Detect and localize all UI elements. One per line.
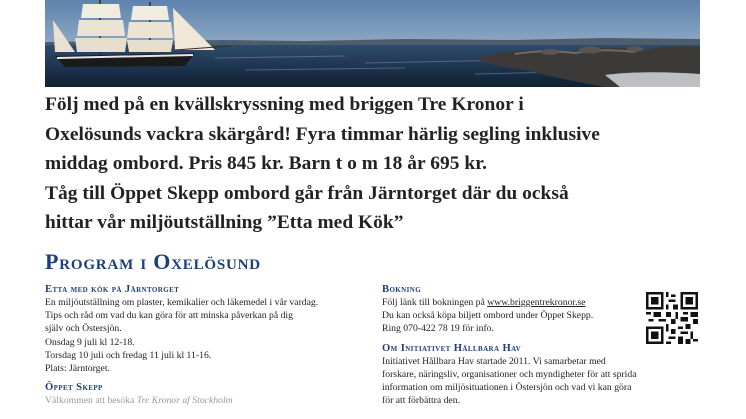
etta-line: själv och Östersjön. — [45, 323, 122, 335]
etta-line: Onsdag 9 juli kl 12-18. — [45, 336, 135, 348]
hero-illustration — [45, 0, 700, 87]
bokning-line-2: Du kan också köpa biljett ombord under Öppet Skepp. — [382, 310, 594, 322]
hero-photo — [45, 0, 700, 87]
om-line: information om miljösituationen i Östersjön och vad vi kan göra — [382, 382, 632, 394]
intro-paragraph — [45, 90, 715, 238]
intro-line: Tåg till Öppet Skepp ombord går från Järntorget där du också — [45, 182, 569, 204]
program-heading: Program i Oxelösund — [45, 249, 261, 274]
oppet-skepp-line — [45, 394, 375, 407]
intro-line: hittar vår miljöutställning ”Etta med Kök” — [45, 212, 404, 234]
intro-line: Följ med på en kvällskryssning med briggen Tre Kronor i — [45, 94, 524, 115]
etta-line: Torsdag 10 juli och fredag 11 juli kl 11-16. — [45, 349, 212, 361]
bokning-heading: Bokning — [382, 284, 422, 295]
ship-name: Tre Kronor af Stockholm — [136, 395, 233, 407]
om-line: för att förbättra den. — [382, 395, 461, 407]
booking-link[interactable]: www.briggentrekronor.se — [487, 297, 586, 308]
bokning-line-3: Ring 070-422 78 19 för info. — [382, 323, 494, 335]
om-initiativet-heading: Om Initiativet Hållbara Hav — [382, 342, 522, 354]
oppet-skepp-heading: Öppet Skepp — [45, 382, 103, 394]
om-line: Initiativet Hållbara Hav startade 2011. Vi samarbetar med — [382, 355, 606, 367]
bokning-line-1-prefix: Följ länk till bokningen på — [382, 297, 485, 308]
etta-line: Plats: Järntorget. — [45, 363, 110, 375]
intro-line: Oxelösunds vackra skärgård! Fyra timmar härlig segling inklusive — [45, 123, 600, 145]
qr-code[interactable] — [646, 292, 698, 344]
etta-line: En miljöutställning om plaster, kemikalier och läkemedel i vår vardag. — [45, 297, 319, 308]
oppet-skepp-text: Välkommen att besöka — [45, 395, 135, 407]
intro-line: middag ombord. Pris 845 kr. Barn t o m 18 år 695 kr. — [45, 153, 487, 175]
om-line: forskare, näringsliv, organisationer och myndigheter för att sprida — [382, 368, 637, 380]
qr-code-icon — [646, 292, 698, 344]
etta-line: Tips och råd om vad du kan göra för att minska påverkan på dig — [45, 310, 293, 322]
etta-heading: Etta med kök på Järntorget — [45, 284, 180, 295]
left-column — [45, 283, 375, 407]
